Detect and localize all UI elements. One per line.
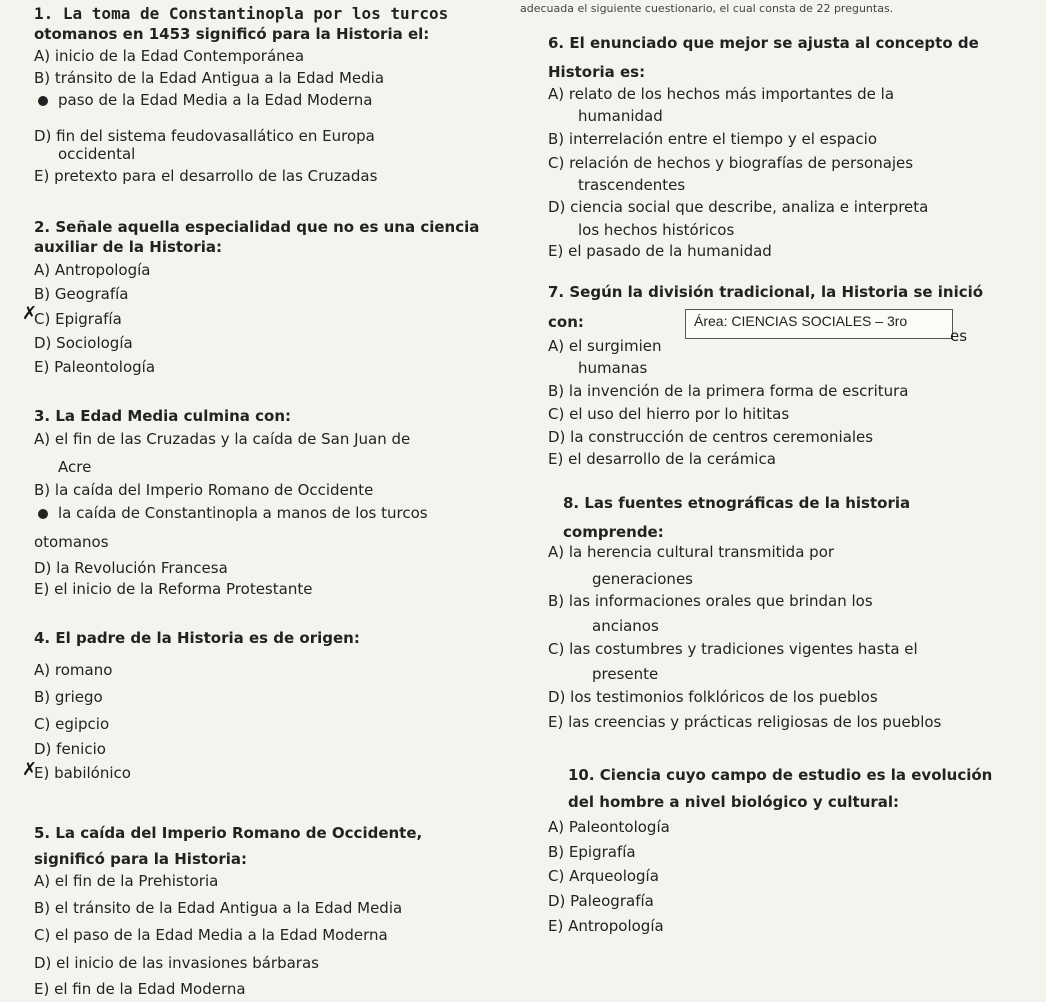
q6-option-b: B) interrelación entre el tiempo y el espacio [548, 130, 878, 148]
q4-option-a: A) romano [34, 661, 113, 679]
q8-option-c-cont: presente [592, 665, 659, 683]
q7-option-b: B) la invención de la primera forma de escritura [548, 382, 909, 400]
q4-option-c: C) egipcio [34, 715, 110, 733]
q1-option-d-cont: occidental [58, 145, 136, 163]
cross-mark-icon: ✗ [22, 759, 38, 780]
cross-mark-icon: ✗ [22, 303, 38, 324]
q5-option-c: C) el paso de la Edad Media a la Edad Moderna [34, 926, 388, 944]
q1-title: 1. La toma de Constantinopla por los turcos [34, 4, 449, 23]
q3-option-b: B) la caída del Imperio Romano de Occidente [34, 481, 374, 499]
q10-option-d: D) Paleografía [548, 892, 654, 910]
q7-option-d: D) la construcción de centros ceremoniales [548, 428, 874, 446]
q8-option-b-cont: ancianos [592, 617, 659, 635]
q2-option-b: B) Geografía [34, 285, 129, 303]
q2-title: 2. Señale aquella especialidad que no es una ciencia [34, 218, 480, 236]
q6-option-a: A) relato de los hechos más importantes de la [548, 85, 895, 103]
q8-option-a-cont: generaciones [592, 570, 693, 588]
q3-option-c-cont: otomanos [34, 533, 109, 551]
q10-option-b: B) Epigrafía [548, 843, 636, 861]
q7-option-a-end: es [950, 327, 968, 345]
q6-title-cont: Historia es: [548, 63, 646, 81]
q10-option-e: E) Antropología [548, 917, 664, 935]
q2-title-cont: auxiliar de la Historia: [34, 238, 223, 256]
q3-option-a: A) el fin de las Cruzadas y la caída de San Juan de [34, 430, 411, 448]
answer-mark-icon [38, 96, 48, 106]
q6-title: 6. El enunciado que mejor se ajusta al concepto de [548, 34, 979, 52]
q7-option-c: C) el uso del hierro por lo hititas [548, 405, 790, 423]
q2-option-a: A) Antropología [34, 261, 151, 279]
q2-option-d: D) Sociología [34, 334, 133, 352]
q2-option-c: C) Epigrafía [34, 310, 122, 328]
q7-option-e: E) el desarrollo de la cerámica [548, 450, 776, 468]
q1-title-cont: otomanos en 1453 significó para la Historia el: [34, 25, 430, 43]
answer-mark-icon [38, 509, 48, 519]
area-label-box: Área: CIENCIAS SOCIALES – 3ro [685, 309, 953, 339]
q5-option-d: D) el inicio de las invasiones bárbaras [34, 954, 319, 972]
q3-option-a-cont: Acre [58, 458, 92, 476]
q1-option-c: paso de la Edad Media a la Edad Moderna [58, 91, 373, 109]
q3-option-e: E) el inicio de la Reforma Protestante [34, 580, 313, 598]
q7-title-cont: con: [548, 313, 584, 331]
q4-title: 4. El padre de la Historia es de origen: [34, 629, 360, 647]
q6-option-d: D) ciencia social que describe, analiza e interpreta [548, 198, 929, 216]
q10-option-a: A) Paleontología [548, 818, 670, 836]
q8-option-c: C) las costumbres y tradiciones vigentes hasta el [548, 640, 918, 658]
q1-option-d: D) fin del sistema feudovasallático en Europa [34, 127, 375, 145]
q6-option-e: E) el pasado de la humanidad [548, 242, 772, 260]
q6-option-a-cont: humanidad [578, 107, 663, 125]
q8-option-a: A) la herencia cultural transmitida por [548, 543, 835, 561]
q4-option-d: D) fenicio [34, 740, 106, 758]
q3-option-c: la caída de Constantinopla a manos de los turcos [58, 504, 428, 522]
q7-option-a-cont: humanas [578, 359, 648, 377]
header-text: adecuada el siguiente cuestionario, el cual consta de 22 preguntas. [520, 2, 894, 15]
q4-option-b: B) griego [34, 688, 103, 706]
q8-option-d: D) los testimonios folklóricos de los pueblos [548, 688, 878, 706]
q8-option-e: E) las creencias y prácticas religiosas de los pueblos [548, 713, 942, 731]
q7-option-a: A) el surgimien [548, 337, 662, 355]
q5-option-b: B) el tránsito de la Edad Antigua a la Edad Media [34, 899, 403, 917]
q2-option-e: E) Paleontología [34, 358, 156, 376]
q10-title: 10. Ciencia cuyo campo de estudio es la evolución [568, 766, 993, 784]
q5-title-cont: significó para la Historia: [34, 850, 248, 868]
q8-option-b: B) las informaciones orales que brindan los [548, 592, 873, 610]
q7-title: 7. Según la división tradicional, la Historia se inició [548, 283, 984, 301]
q8-title: 8. Las fuentes etnográficas de la historia [563, 494, 911, 512]
q6-option-c: C) relación de hechos y biografías de personajes [548, 154, 914, 172]
q10-option-c: C) Arqueología [548, 867, 659, 885]
q3-option-d: D) la Revolución Francesa [34, 559, 228, 577]
q6-option-c-cont: trascendentes [578, 176, 686, 194]
q10-title-cont: del hombre a nivel biológico y cultural: [568, 793, 900, 811]
q5-option-a: A) el fin de la Prehistoria [34, 872, 219, 890]
q1-option-e: E) pretexto para el desarrollo de las Cruzadas [34, 167, 378, 185]
q8-title-cont: comprende: [563, 523, 664, 541]
q5-title: 5. La caída del Imperio Romano de Occidente, [34, 824, 423, 842]
q3-title: 3. La Edad Media culmina con: [34, 407, 292, 425]
q6-option-d-cont: los hechos históricos [578, 221, 735, 239]
q4-option-e: E) babilónico [34, 764, 131, 782]
q1-option-b: B) tránsito de la Edad Antigua a la Edad Media [34, 69, 385, 87]
q1-option-a: A) inicio de la Edad Contemporánea [34, 47, 305, 65]
q5-option-e: E) el fin de la Edad Moderna [34, 980, 246, 998]
